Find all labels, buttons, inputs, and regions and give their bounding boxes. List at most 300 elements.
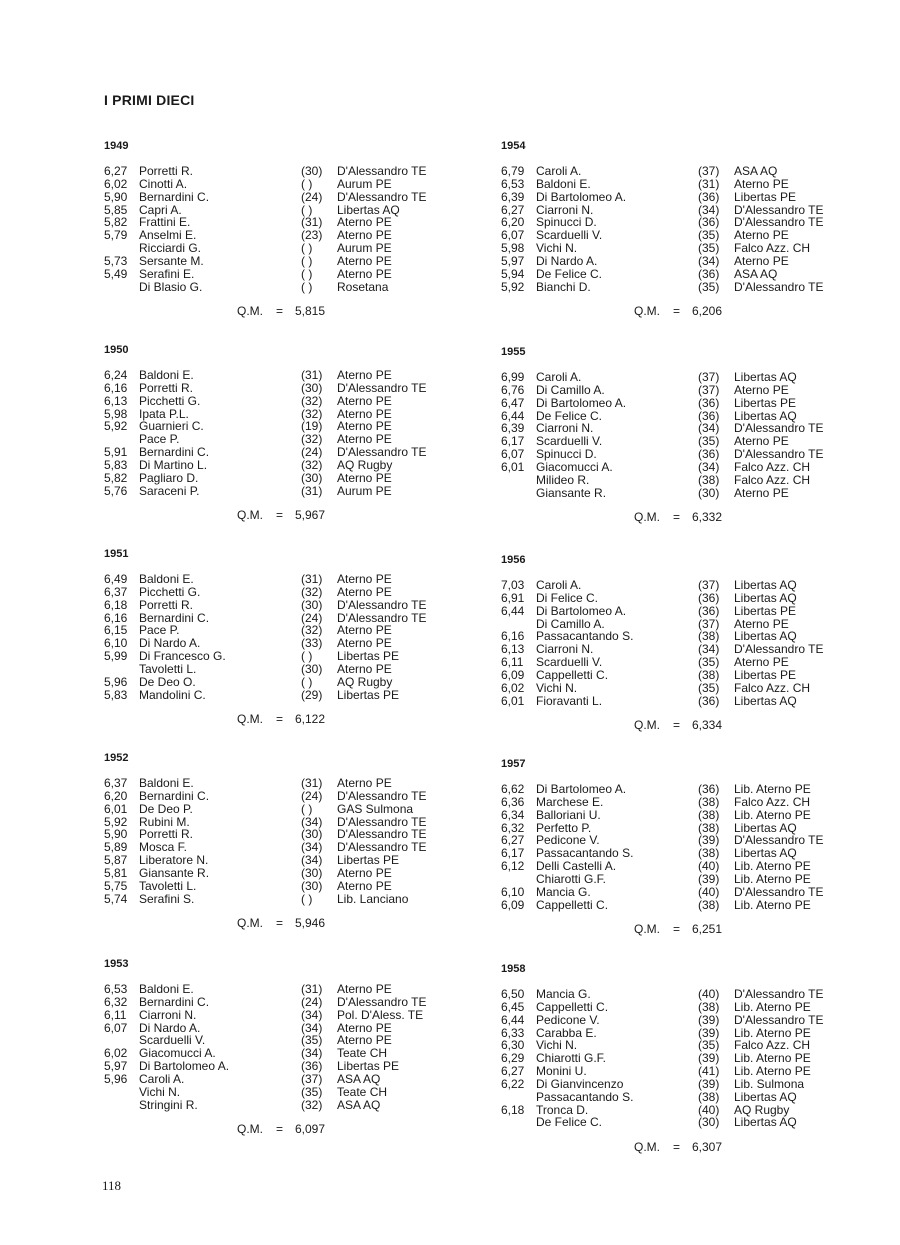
equals-sign: =: [276, 304, 284, 319]
ranking-row: [501, 242, 846, 255]
score-value: 5,82: [104, 470, 128, 485]
ranking-row: [501, 695, 846, 708]
year-block: [501, 346, 846, 524]
athlete-age: (34): [301, 1046, 323, 1061]
club-name: D'Alessandro TE: [337, 597, 427, 612]
ranking-row: [104, 803, 449, 816]
ranking-row: [104, 369, 449, 382]
club-name: Aterno PE: [337, 636, 392, 651]
ranking-row: [104, 996, 449, 1009]
club-name: Aterno PE: [337, 572, 392, 586]
score-value: 6,37: [104, 776, 128, 790]
year-heading: 1957: [501, 758, 526, 770]
athlete-age: (36): [698, 782, 720, 796]
athlete-name: Carabba E.: [536, 1025, 597, 1040]
athlete-name: Picchetti G.: [139, 584, 201, 599]
athlete-name: Di Bartolomeo A.: [536, 603, 627, 618]
athlete-name: Mancia G.: [536, 987, 591, 1001]
ranking-row: [104, 281, 449, 294]
athlete-name: Milideo R.: [536, 472, 590, 487]
score-value: 6,36: [501, 794, 525, 809]
athlete-name: De Deo O.: [139, 674, 196, 689]
athlete-name: Spinucci D.: [536, 447, 597, 462]
athlete-age: (34): [698, 421, 720, 436]
score-value: 6,18: [104, 597, 128, 612]
equals-sign: =: [276, 508, 284, 523]
score-value: 6,47: [501, 395, 525, 410]
athlete-age: (30): [301, 380, 323, 395]
club-name: Libertas AQ: [734, 370, 797, 384]
year-block: [501, 140, 846, 318]
average-value: 6,122: [295, 712, 326, 727]
athlete-age: (40): [698, 859, 720, 874]
club-name: Aterno PE: [734, 655, 789, 670]
score-value: 6,62: [501, 782, 525, 796]
athlete-name: Passacantando S.: [536, 1089, 634, 1104]
score-value: 5,79: [104, 228, 128, 243]
score-value: 6,09: [501, 897, 525, 912]
score-value: 6,20: [104, 788, 128, 803]
ranking-row: [501, 873, 846, 886]
ranking-row: [104, 689, 449, 702]
athlete-name: Ciarroni N.: [536, 421, 594, 436]
athlete-name: Ciarroni N.: [536, 642, 594, 657]
athlete-age: (31): [301, 215, 323, 230]
ranking-row: [104, 1060, 449, 1073]
athlete-name: Bernardini C.: [139, 788, 210, 803]
year-heading: 1952: [104, 752, 129, 764]
score-value: 6,32: [501, 820, 525, 835]
club-name: Aterno PE: [734, 616, 789, 631]
score-value: 6,01: [104, 801, 128, 816]
equals-sign: =: [673, 304, 681, 319]
ranking-row: [104, 255, 449, 268]
athlete-age: ( ): [301, 891, 313, 906]
club-name: D'Alessandro TE: [734, 421, 824, 436]
year-block: [501, 758, 846, 936]
ranking-row: [501, 1078, 846, 1091]
athlete-name: Mandolini C.: [139, 687, 206, 702]
athlete-name: Bernardini C.: [139, 610, 210, 625]
athlete-age: (35): [698, 1038, 720, 1053]
athlete-age: (35): [301, 1084, 323, 1099]
score-value: 6,27: [501, 202, 525, 217]
ranking-row: [501, 899, 846, 912]
club-name: Aterno PE: [734, 485, 789, 500]
club-name: Libertas PE: [734, 603, 797, 618]
club-name: Lib. Aterno PE: [734, 1064, 811, 1079]
athlete-age: (32): [301, 623, 323, 638]
athlete-age: (36): [698, 408, 720, 423]
club-name: Libertas PE: [337, 687, 400, 702]
club-name: Aterno PE: [337, 865, 392, 880]
club-name: Libertas AQ: [734, 693, 797, 708]
club-name: Teate CH: [337, 1084, 388, 1099]
ranking-row: [104, 893, 449, 906]
athlete-name: Rubini M.: [139, 814, 190, 829]
athlete-age: (30): [301, 470, 323, 485]
athlete-name: Liberatore N.: [139, 853, 209, 868]
athlete-age: (37): [698, 578, 720, 592]
score-value: 5,96: [104, 1071, 128, 1086]
year-block: [104, 752, 449, 930]
ranking-row: [104, 459, 449, 472]
average-value: 6,251: [692, 922, 723, 937]
score-value: 5,81: [104, 865, 128, 880]
club-name: D'Alessandro TE: [734, 215, 824, 230]
club-name: Aterno PE: [734, 176, 789, 191]
athlete-name: Vichi N.: [536, 680, 578, 695]
score-value: 5,89: [104, 840, 128, 855]
ranking-row: [104, 268, 449, 281]
athlete-age: (39): [698, 1051, 720, 1066]
club-name: Libertas AQ: [734, 820, 797, 835]
athlete-name: Passacantando S.: [536, 629, 634, 644]
club-name: Libertas AQ: [337, 202, 400, 217]
club-name: Falco Azz. CH: [734, 1038, 811, 1053]
athlete-name: Vichi N.: [536, 241, 578, 256]
athlete-age: (34): [698, 459, 720, 474]
ranking-row: [501, 397, 846, 410]
club-name: Aterno PE: [337, 878, 392, 893]
ranking-row: [104, 395, 449, 408]
average-label: Q.M.: [634, 304, 660, 319]
club-name: Falco Azz. CH: [734, 459, 811, 474]
club-name: Falco Azz. CH: [734, 472, 811, 487]
score-value: 5,92: [104, 419, 128, 434]
athlete-name: Pace P.: [139, 432, 180, 447]
athlete-age: (39): [698, 1012, 720, 1027]
club-name: D'Alessandro TE: [337, 788, 427, 803]
average-value: 5,967: [295, 508, 326, 523]
score-value: 6,30: [501, 1038, 525, 1053]
athlete-name: Di Bartolomeo A.: [536, 782, 627, 796]
athlete-name: Di Martino L.: [139, 457, 208, 472]
year-heading: 1949: [104, 140, 129, 152]
athlete-name: Vichi N.: [139, 1084, 181, 1099]
athlete-age: (38): [698, 999, 720, 1014]
club-name: D'Alessandro TE: [337, 814, 427, 829]
athlete-name: Picchetti G.: [139, 393, 201, 408]
score-value: 6,24: [104, 368, 128, 382]
score-value: 5,87: [104, 853, 128, 868]
athlete-age: (32): [301, 457, 323, 472]
club-name: Aurum PE: [337, 176, 392, 191]
athlete-name: Serafini E.: [139, 266, 195, 281]
club-name: Aterno PE: [734, 253, 789, 268]
score-value: 6,27: [104, 164, 128, 178]
club-name: Aterno PE: [337, 661, 392, 676]
athlete-age: (36): [698, 266, 720, 281]
club-name: Lib. Lanciano: [337, 891, 409, 906]
athlete-name: Saraceni P.: [139, 483, 200, 498]
score-value: 6,50: [501, 987, 525, 1001]
athlete-age: ( ): [301, 674, 313, 689]
score-value: 5,74: [104, 891, 128, 906]
score-value: 6,29: [501, 1051, 525, 1066]
average-line: [501, 718, 846, 732]
score-value: 5,91: [104, 445, 128, 460]
athlete-age: (30): [301, 827, 323, 842]
athlete-age: (38): [698, 807, 720, 822]
page-title: I PRIMI DIECI: [104, 92, 195, 108]
average-label: Q.M.: [634, 510, 660, 525]
year-block: [501, 554, 846, 732]
club-name: Aterno PE: [337, 393, 392, 408]
athlete-name: Di Nardo A.: [139, 1020, 201, 1035]
athlete-name: Porretti R.: [139, 827, 194, 842]
athlete-age: ( ): [301, 801, 313, 816]
ranking-row: [501, 461, 846, 474]
athlete-name: Baldoni E.: [139, 776, 194, 790]
athlete-age: (36): [698, 189, 720, 204]
score-value: 6,37: [104, 584, 128, 599]
athlete-name: Spinucci D.: [536, 215, 597, 230]
ranking-row: [501, 448, 846, 461]
athlete-name: Baldoni E.: [139, 572, 194, 586]
score-value: 6,02: [501, 680, 525, 695]
athlete-name: Frattini E.: [139, 215, 191, 230]
ranking-row: [501, 268, 846, 281]
average-value: 6,334: [692, 718, 723, 733]
score-value: 6,07: [104, 1020, 128, 1035]
score-value: 5,73: [104, 253, 128, 268]
athlete-age: (29): [301, 687, 323, 702]
average-value: 5,946: [295, 916, 326, 931]
score-value: 6,16: [104, 610, 128, 625]
athlete-name: Di Felice C.: [536, 590, 599, 605]
ranking-row: [104, 599, 449, 612]
club-name: D'Alessandro TE: [337, 994, 427, 1009]
score-value: 6,11: [104, 1007, 127, 1022]
ranking-row: [501, 1116, 846, 1129]
score-value: 6,01: [501, 693, 525, 708]
athlete-name: Pedicone V.: [536, 1012, 600, 1027]
equals-sign: =: [276, 1122, 284, 1137]
athlete-name: Di Nardo A.: [536, 253, 598, 268]
athlete-name: Ciarroni N.: [139, 1007, 197, 1022]
athlete-name: Tronca D.: [536, 1102, 589, 1117]
athlete-name: Di Camillo A.: [536, 616, 605, 631]
score-value: 6,20: [501, 215, 525, 230]
club-name: D'Alessandro TE: [337, 610, 427, 625]
score-value: 6,99: [501, 370, 525, 384]
club-name: Lib. Aterno PE: [734, 807, 811, 822]
athlete-age: ( ): [301, 176, 313, 191]
athlete-name: Ipata P.L.: [139, 406, 189, 421]
athlete-age: (32): [301, 393, 323, 408]
score-value: 6,12: [501, 859, 525, 874]
average-value: 5,815: [295, 304, 326, 319]
athlete-age: (30): [698, 1115, 720, 1130]
club-name: Aterno PE: [734, 382, 789, 397]
equals-sign: =: [673, 510, 681, 525]
athlete-age: (34): [301, 840, 323, 855]
athlete-name: Baldoni E.: [139, 982, 194, 996]
club-name: D'Alessandro TE: [337, 189, 427, 204]
athlete-age: (38): [698, 794, 720, 809]
ranking-row: [104, 880, 449, 893]
ranking-row: [104, 586, 449, 599]
club-name: Aterno PE: [337, 776, 392, 790]
ranking-row: [104, 1086, 449, 1099]
score-value: 5,90: [104, 189, 128, 204]
athlete-name: Perfetto P.: [536, 820, 592, 835]
average-line: [501, 510, 846, 524]
athlete-name: Giansante R.: [139, 865, 210, 880]
club-name: Libertas AQ: [734, 1089, 797, 1104]
athlete-age: (23): [301, 228, 323, 243]
club-name: Lib. Sulmona: [734, 1076, 805, 1091]
athlete-age: (33): [301, 636, 323, 651]
average-label: Q.M.: [237, 916, 263, 931]
athlete-age: (38): [698, 629, 720, 644]
club-name: Aterno PE: [337, 623, 392, 638]
athlete-name: Bianchi D.: [536, 279, 591, 294]
club-name: Aterno PE: [337, 253, 392, 268]
athlete-age: (38): [698, 820, 720, 835]
club-name: Aterno PE: [337, 1033, 392, 1048]
club-name: Lib. Aterno PE: [734, 1051, 811, 1066]
athlete-age: ( ): [301, 241, 313, 256]
year-heading: 1950: [104, 344, 129, 356]
athlete-age: (35): [698, 680, 720, 695]
athlete-age: (30): [301, 865, 323, 880]
ranking-row: [104, 191, 449, 204]
score-value: 6,13: [501, 642, 525, 657]
score-value: 5,99: [104, 649, 128, 664]
athlete-age: (34): [301, 1007, 323, 1022]
athlete-name: Fioravanti L.: [536, 693, 603, 708]
score-value: 6,45: [501, 999, 525, 1014]
athlete-age: (35): [698, 228, 720, 243]
equals-sign: =: [673, 718, 681, 733]
athlete-age: (31): [698, 176, 720, 191]
club-name: Aterno PE: [337, 406, 392, 421]
athlete-name: De Felice C.: [536, 408, 603, 423]
athlete-name: Cappelletti C.: [536, 897, 609, 912]
athlete-age: (37): [698, 382, 720, 397]
athlete-name: Baldoni E.: [536, 176, 591, 191]
athlete-age: (40): [698, 987, 720, 1001]
athlete-age: (39): [698, 1076, 720, 1091]
athlete-age: (30): [301, 597, 323, 612]
average-line: [104, 712, 449, 726]
ranking-row: [104, 165, 449, 178]
ranking-row: [104, 854, 449, 867]
athlete-name: Pagliaro D.: [139, 470, 199, 485]
average-value: 6,097: [295, 1122, 326, 1137]
athlete-name: Marchese E.: [536, 794, 604, 809]
club-name: D'Alessandro TE: [337, 840, 427, 855]
page-number: 118: [102, 1178, 122, 1193]
athlete-name: Anselmi E.: [139, 228, 197, 243]
score-value: 6,18: [501, 1102, 525, 1117]
athlete-age: ( ): [301, 202, 313, 217]
athlete-name: Bernardini C.: [139, 189, 210, 204]
equals-sign: =: [673, 1140, 681, 1155]
club-name: Aterno PE: [337, 266, 392, 281]
club-name: Libertas PE: [337, 853, 400, 868]
ranking-row: [501, 605, 846, 618]
club-name: Libertas AQ: [734, 1115, 797, 1130]
club-name: Teate CH: [337, 1046, 388, 1061]
average-line: [501, 304, 846, 318]
club-name: Aterno PE: [337, 419, 392, 434]
athlete-name: Di Camillo A.: [536, 382, 605, 397]
athlete-age: (34): [301, 1020, 323, 1035]
athlete-age: (24): [301, 788, 323, 803]
year-block: [104, 140, 449, 318]
ranking-row: [501, 592, 846, 605]
ranking-row: [104, 573, 449, 586]
ranking-row: [104, 1099, 449, 1112]
score-value: 6,49: [104, 572, 128, 586]
athlete-name: Pace P.: [139, 623, 180, 638]
athlete-age: (35): [698, 279, 720, 294]
year-heading: 1956: [501, 554, 526, 566]
score-value: 6,02: [104, 1046, 128, 1061]
athlete-age: (36): [698, 693, 720, 708]
ranking-row: [501, 165, 846, 178]
equals-sign: =: [276, 712, 284, 727]
score-value: 6,17: [501, 434, 525, 449]
score-value: 5,49: [104, 266, 128, 281]
ranking-row: [104, 790, 449, 803]
athlete-name: Di Francesco G.: [139, 649, 226, 664]
score-value: 6,44: [501, 603, 525, 618]
athlete-name: Serafini S.: [139, 891, 195, 906]
club-name: Libertas PE: [337, 649, 400, 664]
athlete-name: De Felice C.: [536, 1115, 603, 1130]
club-name: Lib. Aterno PE: [734, 871, 811, 886]
athlete-name: Cappelletti C.: [536, 667, 609, 682]
club-name: ASA AQ: [337, 1097, 381, 1112]
club-name: D'Alessandro TE: [734, 447, 824, 462]
score-value: 6,53: [501, 176, 525, 191]
athlete-age: (24): [301, 610, 323, 625]
club-name: Aterno PE: [337, 228, 392, 243]
club-name: ASA AQ: [734, 164, 778, 178]
athlete-age: (36): [698, 395, 720, 410]
score-value: 6,15: [104, 623, 128, 638]
score-value: 5,98: [501, 241, 525, 256]
club-name: Lib. Aterno PE: [734, 999, 811, 1014]
athlete-age: (34): [698, 253, 720, 268]
score-value: 6,22: [501, 1076, 525, 1091]
average-label: Q.M.: [237, 712, 263, 727]
ranking-row: [501, 178, 846, 191]
athlete-name: Monini U.: [536, 1064, 587, 1079]
year-heading: 1955: [501, 346, 526, 358]
athlete-name: Passacantando S.: [536, 846, 634, 861]
athlete-age: (35): [698, 655, 720, 670]
average-line: [501, 922, 846, 936]
score-value: 5,92: [501, 279, 525, 294]
average-line: [104, 508, 449, 522]
ranking-row: [104, 178, 449, 191]
club-name: AQ Rugby: [734, 1102, 790, 1117]
athlete-name: Di Blasio G.: [139, 279, 203, 294]
equals-sign: =: [673, 922, 681, 937]
athlete-name: Di Bartolomeo A.: [536, 189, 627, 204]
club-name: Aurum PE: [337, 483, 392, 498]
year-heading: 1953: [104, 958, 129, 970]
athlete-name: Caroli A.: [536, 578, 582, 592]
score-value: 5,85: [104, 202, 128, 217]
ranking-row: [501, 474, 846, 487]
club-name: Rosetana: [337, 279, 389, 294]
